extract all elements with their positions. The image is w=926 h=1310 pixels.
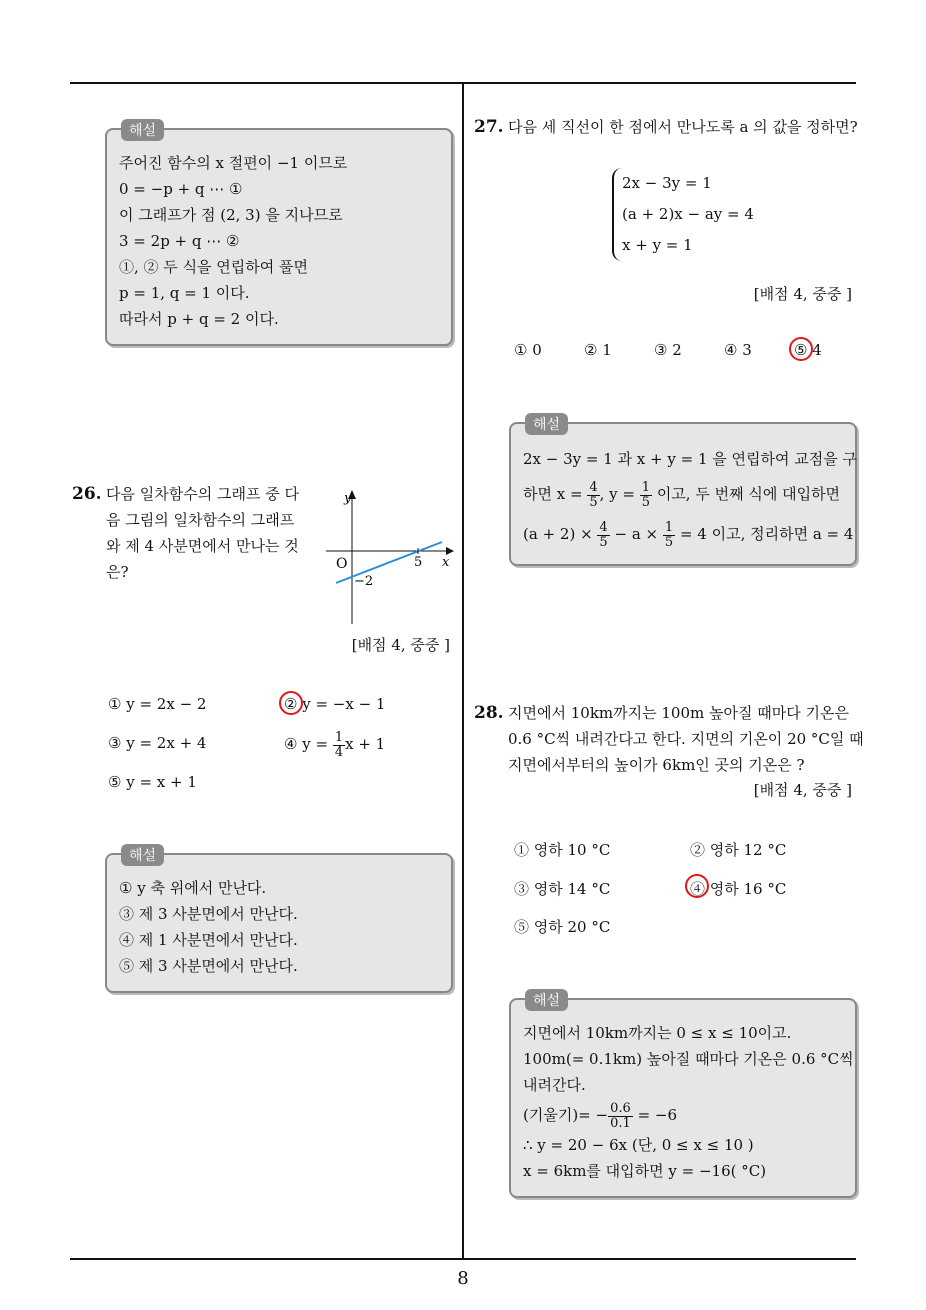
q28-score: [배점 4, 중중 ]	[753, 781, 852, 799]
equation: (a + 2)x − ay = 4	[622, 205, 754, 223]
choice-3[interactable]: ③ y = 2x + 4	[108, 734, 207, 752]
question-line: 음 그림의 일차함수의 그래프	[106, 511, 295, 529]
q27-question: 다음 세 직선이 한 점에서 만나도록 a 의 값을 정하면?	[508, 118, 858, 136]
q26-score: [배점 4, 중중 ]	[351, 636, 450, 654]
question-line: 은?	[106, 563, 129, 581]
solution-line: ⑤ 제 3 사분면에서 만난다.	[119, 957, 298, 975]
question-line: 0.6 °C씩 내려간다고 한다. 지면의 기온이 20 °C일 때	[508, 730, 864, 748]
solution-line: 내려간다.	[523, 1076, 586, 1094]
solution-line: 주어진 함수의 x 절편이 −1 이므로	[119, 154, 348, 172]
q25-solution-box	[105, 123, 453, 346]
choice-2[interactable]: ② 영하 12 °C	[690, 841, 787, 859]
page-number: 8	[457, 1268, 469, 1289]
question-line: 와 제 4 사분면에서 만나는 것	[106, 537, 299, 555]
question-line: 다음 일차함수의 그래프 중 다	[106, 485, 299, 503]
q27-solution-box	[509, 417, 857, 566]
y-intercept-label: −2	[354, 574, 374, 589]
q26-graph	[322, 484, 462, 630]
solution-line: ①, ② 두 식을 연립하여 풀면	[119, 258, 309, 276]
solution-line: p = 1, q = 1 이다.	[119, 284, 250, 302]
choice-3[interactable]: ③ 영하 14 °C	[514, 880, 611, 898]
q26-question	[106, 481, 316, 585]
q27-score: [배점 4, 중중 ]	[753, 285, 852, 303]
solution-line: 0 = −p + q ⋯ ①	[119, 180, 243, 198]
bottom-rule	[70, 1258, 856, 1260]
q28-number: 28.	[474, 703, 504, 723]
x-tick-label: 5	[414, 555, 423, 570]
solution-tag: 해설	[121, 119, 164, 141]
choice-4[interactable]: ④ 3	[724, 341, 752, 359]
column-divider	[462, 83, 464, 1259]
q27-number: 27.	[474, 117, 504, 137]
fraction: $\frac{1}{4}$	[334, 729, 344, 760]
q28-solution-box	[509, 993, 857, 1198]
solution-tag: 해설	[525, 413, 568, 435]
solution-line: 따라서 p + q = 2 이다.	[119, 310, 279, 328]
choice-4[interactable]: ④ 영하 16 °C	[690, 880, 787, 898]
solution-line: 2x − 3y = 1 과 x + y = 1 을 연립하여 교점을 구	[523, 450, 857, 468]
solution-line: 100m(= 0.1km) 높아질 때마다 기온은 0.6 °C씩	[523, 1050, 854, 1068]
origin-label: O	[336, 556, 348, 572]
solution-line: 지면에서 10km까지는 0 ≤ x ≤ 10이고.	[523, 1024, 792, 1042]
choice-2[interactable]: ② 1	[584, 341, 612, 359]
choice-5[interactable]: ⑤ y = x + 1	[108, 773, 197, 791]
x-axis-label: x	[442, 555, 450, 570]
equation: x + y = 1	[622, 236, 693, 254]
answer-mark-circle	[279, 691, 303, 715]
q26-solution-box	[105, 848, 453, 993]
equation-system	[612, 168, 754, 261]
choice-5[interactable]: ⑤ 영하 20 °C	[514, 918, 611, 936]
q26-number: 26.	[72, 484, 102, 504]
x-axis-arrow	[446, 547, 454, 555]
solution-line: ① y 축 위에서 만난다.	[119, 879, 267, 897]
solution-line: ∴ y = 20 − 6x (단, 0 ≤ x ≤ 10 )	[523, 1136, 754, 1154]
y-axis-label: y	[344, 491, 352, 506]
answer-mark-circle	[789, 337, 813, 361]
choice-3[interactable]: ③ 2	[654, 341, 682, 359]
question-line: 지면에서 10km까지는 100m 높아질 때마다 기온은	[508, 704, 849, 722]
question-line: 지면에서부터의 높이가 6km인 곳의 기온은 ?	[508, 756, 805, 774]
answer-mark-circle	[685, 874, 709, 898]
choice-1[interactable]: ① y = 2x − 2	[108, 695, 207, 713]
solution-line: 하면 x = $\frac{4}{5}$ , y = $\frac{1}{5}$ 이고, 두 번째 식에 대입하면	[523, 479, 841, 510]
solution-line: (기울기)= − $\frac{0.6}{0.1}$ = −6	[523, 1100, 678, 1131]
choice-1[interactable]: ① 0	[514, 341, 542, 359]
solution-line: 이 그래프가 점 (2, 3) 을 지나므로	[119, 206, 343, 224]
solution-line: 3 = 2p + q ⋯ ②	[119, 232, 240, 250]
solution-tag: 해설	[121, 844, 164, 866]
q28-question	[508, 700, 864, 778]
choice-2[interactable]: ② y = −x − 1	[284, 695, 386, 713]
choice-4[interactable]: ④ y = $\frac{1}{4}$ x + 1	[284, 729, 386, 760]
solution-tag: 해설	[525, 989, 568, 1011]
equation: 2x − 3y = 1	[622, 174, 712, 192]
solution-line: x = 6km를 대입하면 y = −16( °C)	[523, 1162, 767, 1180]
choice-5[interactable]: ⑤ 4	[794, 341, 822, 359]
solution-line: (a + 2) × $\frac{4}{5}$ − a × $\frac{1}{5}$ = 4 이고, 정리하면 a = 4	[523, 519, 854, 550]
solution-line: ③ 제 3 사분면에서 만난다.	[119, 905, 298, 923]
solution-line: ④ 제 1 사분면에서 만난다.	[119, 931, 298, 949]
choice-1[interactable]: ① 영하 10 °C	[514, 841, 611, 859]
